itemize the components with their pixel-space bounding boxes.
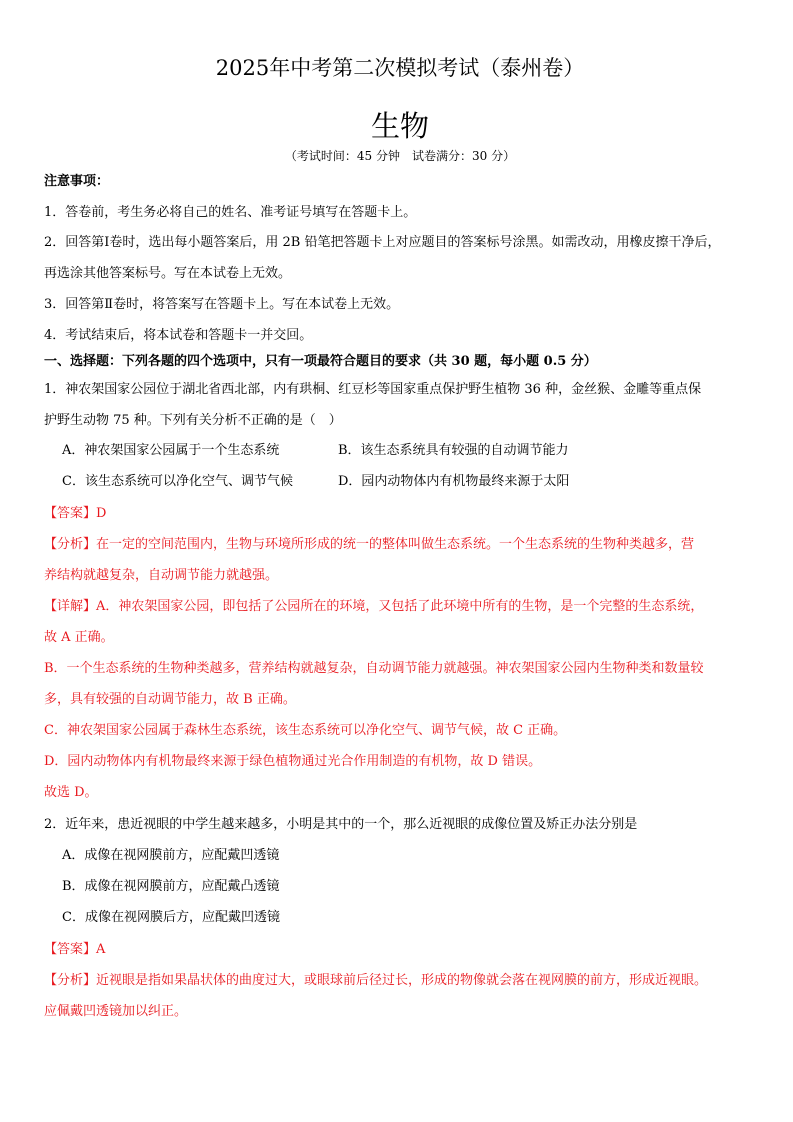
subject-title: 生物 [370, 109, 429, 143]
note-item: 4．考试结束后，将本试卷和答题卡一并交回。 [44, 328, 313, 343]
q1-options-row2 [62, 473, 762, 491]
q1-option-d: D．园内动物体内有机物最终来源于太阳 [338, 474, 570, 489]
q1-detail: 故 A 正确。 [44, 630, 114, 645]
q2-analysis: 应佩戴凹透镜加以纠正。 [44, 1004, 188, 1019]
q2-stem: 2．近年来，患近视眼的中学生越来越多，小明是其中的一个，那么近视眼的成像位置及矫正办法分别是 [44, 817, 638, 832]
q1-detail: C．神农架国家公园属于森林生态系统，该生态系统可以净化空气、调节气候，故 C 正确。 [44, 723, 567, 738]
q1-answer: 【答案】D [44, 506, 107, 521]
note-item: 再选涂其他答案标号。写在本试卷上无效。 [44, 266, 292, 281]
q2-option-c: C．成像在视网膜后方，应配戴凹透镜 [62, 910, 280, 925]
note-item: 1．答卷前，考生务必将自己的姓名、准考证号填写在答题卡上。 [44, 205, 417, 220]
notes-heading: 注意事项： [44, 174, 110, 189]
q2-analysis: 【分析】近视眼是指如果晶状体的曲度过大，或眼球前后径过长，形成的物像就会落在视网膜的前方，形成近视眼。 [44, 973, 708, 988]
q1-option-b: B．该生态系统具有较强的自动调节能力 [338, 443, 569, 458]
q2-option-a: A．成像在视网膜前方，应配戴凹透镜 [62, 848, 280, 863]
q1-option-c: C．该生态系统可以净化空气、调节气候 [62, 474, 293, 489]
q1-options-row1 [62, 442, 762, 460]
q1-analysis: 【分析】在一定的空间范围内，生物与环境所形成的统一的整体叫做生态系统。一个生态系统的生物种类越多，营 [44, 537, 695, 552]
q2-answer: 【答案】A [44, 942, 106, 957]
q1-stem: 1．神农架国家公园位于湖北省西北部，内有珙桐、红豆杉等国家重点保护野生植物 36 种，金丝猴、金雕等重点保 [44, 382, 702, 397]
q1-analysis: 养结构就越复杂，自动调节能力就越强。 [44, 568, 279, 583]
q2-option-b: B．成像在视网膜前方，应配戴凸透镜 [62, 879, 280, 894]
q1-detail: D．园内动物体内有机物最终来源于绿色植物通过光合作用制造的有机物，故 D 错误。 [44, 754, 542, 769]
q1-option-a: A．神农架国家公园属于一个生态系统 [62, 443, 280, 458]
q1-detail: 多，具有较强的自动调节能力，故 B 正确。 [44, 692, 296, 707]
q1-detail: 故选 D。 [44, 785, 98, 800]
note-item: 3．回答第Ⅱ卷时，将答案写在答题卡上。写在本试卷上无效。 [44, 297, 400, 312]
q1-detail: 【详解】A．神农架国家公园，即包括了公园所在的环境，又包括了此环境中所有的生物，是一个完整的生态系统， [44, 599, 704, 614]
exam-title: 2025年中考第二次模拟考试（泰州卷） [215, 56, 585, 80]
q1-stem: 护野生动物 75 种。下列有关分析不正确的是（ ） [44, 413, 342, 428]
q1-detail: B．一个生态系统的生物种类越多，营养结构就越复杂，自动调节能力就越强。神农架国家公园内生物种类和数量较 [44, 661, 704, 676]
exam-info: （考试时间：45 分钟 试卷满分：30 分） [284, 149, 516, 163]
note-item: 2．回答第Ⅰ卷时，选出每小题答案后，用 2B 铅笔把答题卡上对应题目的答案标号涂黑。如需改动，用橡皮擦干净后， [44, 235, 721, 250]
section-heading: 一、选择题：下列各题的四个选项中，只有一项最符合题目的要求（共 30 题，每小题 0.5 分） [44, 354, 597, 369]
